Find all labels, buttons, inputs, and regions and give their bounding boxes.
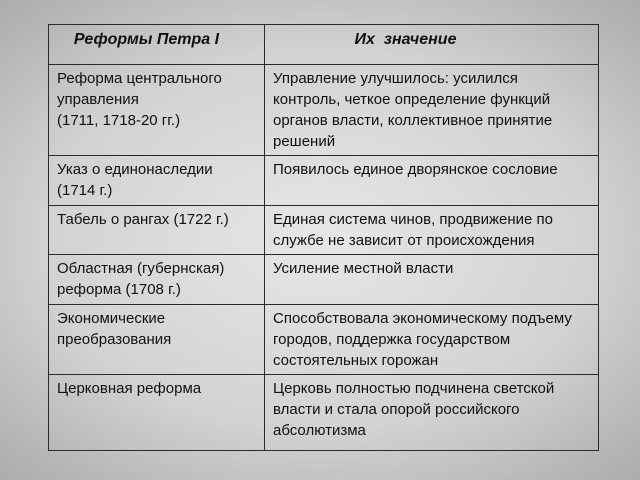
header-meaning: Их значение <box>265 25 599 65</box>
meaning-cell <box>265 305 599 375</box>
reform-text: Областная (губернская) реформа (1708 г.) <box>57 260 225 298</box>
reform-text: Табель о рангах (1722 г.) <box>57 211 229 228</box>
meaning-cell <box>265 156 599 206</box>
reform-cell <box>49 65 265 156</box>
reform-text: Реформа центрального управления (1711, 1718-20 гг.) <box>57 70 222 129</box>
meaning-cell <box>265 206 599 255</box>
reform-text: Экономические преобразования <box>57 310 172 348</box>
meaning-cell <box>265 375 599 451</box>
meaning-cell <box>265 255 599 305</box>
table-row <box>49 65 599 156</box>
table-row <box>49 305 599 375</box>
meaning-text: Усиление местной власти <box>273 260 454 277</box>
table-row <box>49 375 599 451</box>
meaning-cell <box>265 65 599 156</box>
meaning-text: Управление улучшилось: усилился контроль, четкое определение функций органов власти, коллективное принятие решений <box>273 70 553 150</box>
reforms-table <box>48 24 599 451</box>
header-reforms: Реформы Петра I <box>49 25 265 65</box>
reform-text: Церковная реформа <box>57 380 202 397</box>
meaning-text: Появилось единое дворянское сословие <box>273 161 558 178</box>
reform-text: Указ о единонаследии (1714 г.) <box>57 161 213 199</box>
meaning-text: Единая система чинов, продвижение по службе не зависит от происхождения <box>273 211 554 249</box>
reform-cell <box>49 305 265 375</box>
reform-cell <box>49 255 265 305</box>
table-header-row <box>49 25 599 65</box>
table-row <box>49 206 599 255</box>
table-row <box>49 156 599 206</box>
table-row <box>49 255 599 305</box>
reform-cell <box>49 375 265 451</box>
reform-cell <box>49 206 265 255</box>
meaning-text: Церковь полностью подчинена светской власти и стала опорой российского абсолютизма <box>273 380 555 439</box>
meaning-text: Способствовала экономическому подъему городов, поддержка государством состоятельных горожан <box>273 310 572 369</box>
reform-cell <box>49 156 265 206</box>
